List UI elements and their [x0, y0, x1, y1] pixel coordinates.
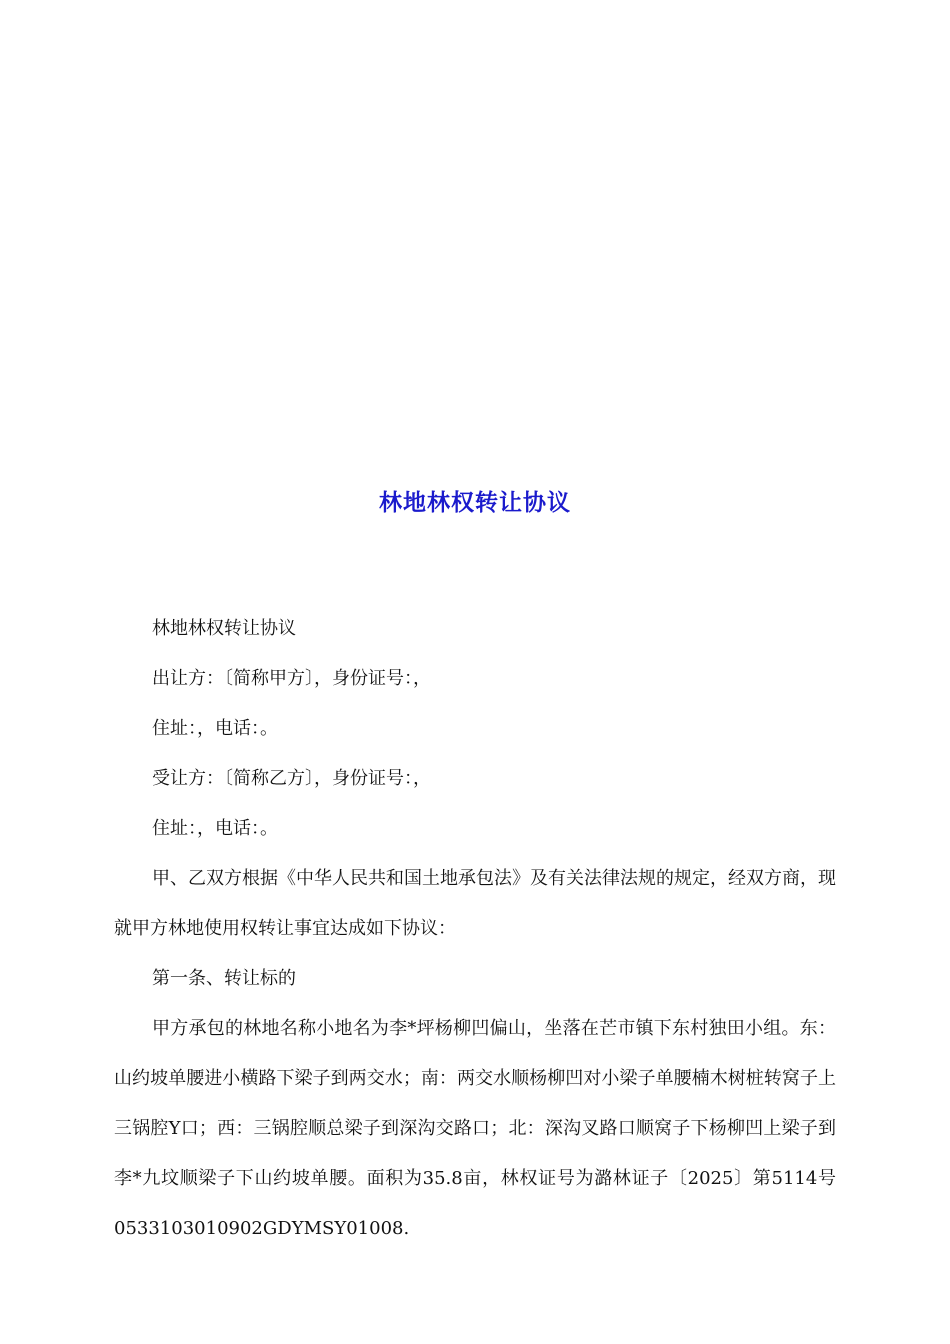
- paragraph-transferee: 受让方：〔简称乙方〕，身份证号：，: [152, 768, 431, 789]
- paragraph-transferor: 出让方：〔简称甲方〕，身份证号：，: [152, 668, 431, 689]
- document-body: [114, 604, 836, 1254]
- paragraph-transferee-address: 住址：，电话：。: [152, 818, 278, 839]
- paragraph-heading: 林地林权转让协议: [152, 618, 296, 639]
- paragraph-article-1-heading: 第一条、转让标的: [152, 968, 296, 989]
- paragraph-article-1-body: 甲方承包的林地名称小地名为李*坪杨柳凹偏山，坐落在芒市镇下东村独田小组。东：山约坡单腰进小横路下梁子到两交水；南：两交水顺杨柳凹对小梁子单腰楠木树桩转窝子上三锅腔Y口；西：三锅腔顺总梁子到深沟交路口；北：深沟叉路口顺窝子下杨柳凹上梁子到李*九坟顺梁子下山约坡单腰。面积为35.8亩，林权证号为潞林证子〔2025〕第5114号0533103010902GDYMSY01008.: [114, 1018, 836, 1239]
- document-title: 林地林权转让协议: [379, 489, 571, 516]
- paragraph-preamble: 甲、乙双方根据《中华人民共和国土地承包法》及有关法律法规的规定，经双方商，现就甲方林地使用权转让事宜达成如下协议：: [114, 868, 836, 939]
- paragraph-transferor-address: 住址：，电话：。: [152, 718, 278, 739]
